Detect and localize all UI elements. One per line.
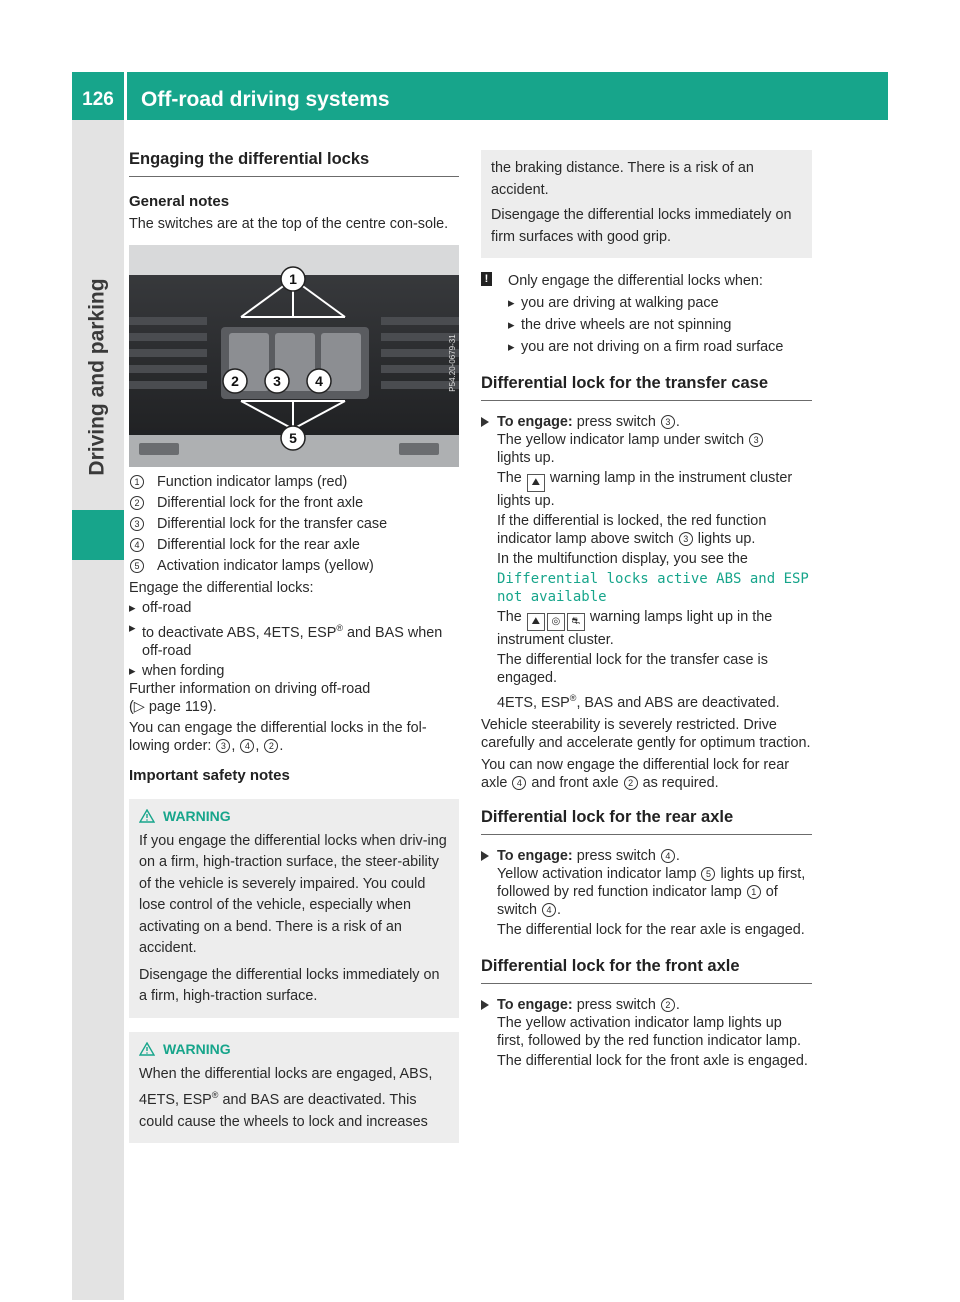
order-text: You can engage the differential locks in the fol-lowing order: 3 , 4 , 2 . — [129, 719, 427, 754]
bullet-icon: ▸ — [508, 339, 515, 354]
legend-item — [129, 536, 459, 554]
legend-item — [129, 557, 459, 575]
rear-front-note: You can now engage the differential lock for rear axle 4 and front axle 2 as required. — [481, 756, 790, 791]
step-label: To engage: — [497, 847, 573, 864]
step-text: lights up. — [497, 450, 555, 466]
warning-text-part: and BAS are deactivated. This could cause the wheels to lock and increases — [139, 1092, 428, 1130]
subheading-general: General notes — [129, 193, 230, 210]
section-tab-label: Driving and parking — [86, 278, 110, 476]
step-text: The yellow activation indicator lamp lights up first, followed by the red function indicator lamp. — [497, 1014, 801, 1049]
warning-text: When the differential locks are engaged, ABS, 4ETS, ESP® and BAS are deactivated. This could cause the wheels to lock and increases — [139, 1065, 433, 1130]
step-text: Yellow activation indicator lamp — [497, 865, 697, 882]
note-text: and front axle — [531, 774, 619, 791]
legend-text: Activation indicator lamps (yellow) — [157, 558, 374, 574]
further-ref[interactable]: (▷ page 119). — [129, 698, 217, 715]
legend-num: 5 — [130, 559, 144, 573]
list-item-text: you are driving at walking pace — [521, 295, 719, 311]
section-tab — [78, 252, 118, 502]
page-title: Off-road driving systems — [141, 88, 390, 111]
callout-2: 2 — [231, 373, 239, 389]
step-label: To engage: — [497, 996, 573, 1013]
engage-list — [129, 599, 459, 680]
step-text: 4ETS, ESP — [497, 694, 570, 711]
display-message: Differential locks active ABS and ESP not available — [497, 571, 809, 605]
list-item-text: the drive wheels are not spinning — [521, 317, 732, 333]
note-text: You can now engage the differential lock for rear axle — [481, 756, 790, 791]
bullet-icon: ▸ — [508, 317, 515, 332]
note-text: as required. — [642, 774, 719, 791]
section-heading: Engaging the differential locks — [129, 150, 459, 177]
legend-text: Function indicator lamps (red) — [157, 474, 348, 490]
legend-item — [129, 494, 459, 512]
warning-box-continued — [481, 150, 812, 258]
offroad-lamp-icon: ⛰ — [527, 474, 545, 492]
step-text: of switch — [497, 883, 778, 918]
bullet-icon: ▸ — [129, 600, 136, 615]
step-transfer: To engage: press switch 3 . The yellow indicator lamp under switch 3 lights up. The ⛰ warning lamp in the instrument cluster lights up. If the differential is locked, the red function indicator lamp above switch 3 lights up. In the multifunction display, you see the Differential locks active ABS and ESP not available The ⛰ ◎ ⛐ warning lamps light up in the instrument cluster. The differential lock for the transfer case is engaged. 4ETS, ESP®, BAS and ABS are deactivated. — [481, 413, 812, 712]
callout-3: 3 — [273, 373, 281, 389]
legend-num: 1 — [130, 475, 144, 489]
warning-text: Disengage the differential locks immediately on firm surfaces with good grip. — [491, 207, 792, 245]
general-notes-text: The switches are at the top of the centre con-sole. — [129, 216, 449, 232]
right-button — [399, 443, 439, 455]
warning-text: the braking distance. There is a risk of an accident. — [491, 160, 754, 198]
note-block — [481, 272, 812, 356]
steerability-note: Vehicle steerability is severely restricted. Drive carefully and accelerate gently for optimum traction. — [481, 716, 811, 751]
warning-header — [139, 807, 449, 825]
page-number: 126 — [82, 89, 114, 110]
list-item — [508, 338, 812, 356]
step-arrow-icon — [481, 851, 489, 861]
step-text: In the multifunction display, you see the — [497, 551, 748, 567]
legend — [129, 473, 459, 575]
callout-5: 5 — [289, 430, 297, 446]
image-code: P54.20-0679-31 — [448, 334, 457, 392]
step-text: If the differential is locked, the red function indicator lamp above switch — [497, 513, 767, 547]
warning-header — [139, 1040, 449, 1058]
callout-1: 1 — [289, 271, 297, 287]
legend-num: 3 — [130, 517, 144, 531]
list-item — [129, 662, 459, 680]
list-item-text: to deactivate ABS, 4ETS, ESP — [142, 624, 337, 641]
esp-lamp-icon: ⛐ — [567, 613, 585, 631]
page-ref-link[interactable]: page 119). — [148, 698, 217, 715]
step-text: lights up. — [697, 531, 756, 547]
legend-num: 2 — [130, 496, 144, 510]
legend-item — [129, 473, 459, 491]
warning-box-2 — [129, 1032, 459, 1143]
step-arrow-icon — [481, 1000, 489, 1010]
step-text: press switch — [576, 996, 656, 1013]
registered-mark: ® — [336, 623, 344, 633]
subheading-safety: Important safety notes — [129, 766, 290, 784]
left-column — [129, 150, 459, 1143]
warning-label: WARNING — [163, 807, 231, 824]
list-item — [129, 599, 459, 617]
note-list — [508, 294, 812, 356]
step-front: To engage: press switch 2 . The yellow activation indicator lamp lights up first, followed by the red function indicator lamp. The differential lock for the front axle is engaged. — [481, 996, 812, 1070]
warning-text: If you engage the differential locks when driv-ing on a firm, high-traction surface, the steer-ability of the vehicle is severely impaired. You could lose control of the vehicle, especially when activating on a bend. There is a risk of an accident. — [139, 832, 447, 957]
console-illustration — [129, 245, 459, 467]
step-text: The differential lock for the rear axle is engaged. — [497, 921, 805, 938]
step-arrow-icon — [481, 417, 489, 427]
bullet-icon: ▸ — [129, 662, 136, 678]
order-text-label: You can engage the differential locks in the fol-lowing order: — [129, 719, 427, 754]
legend-num: 4 — [130, 538, 144, 552]
callout-4: 4 — [315, 373, 323, 389]
list-item-text: you are not driving on a firm road surface — [521, 339, 784, 355]
step-text: The yellow indicator lamp under switch — [497, 432, 745, 448]
bullet-icon: ▸ — [508, 295, 515, 310]
list-item-text: off-road — [142, 600, 192, 616]
abs-lamp-icon: ◎ — [547, 613, 565, 631]
list-item — [508, 294, 812, 312]
list-item — [129, 619, 459, 660]
step-text: warning lamps light up in the instrument cluster. — [497, 609, 773, 648]
step-text: press switch — [576, 847, 656, 864]
legend-item — [129, 515, 459, 533]
diff-lock-switches — [229, 333, 361, 391]
step-label: To engage: — [497, 414, 573, 430]
list-item-text: and BAS when off-road — [142, 624, 443, 659]
offroad-lamp-icon: ⛰ — [527, 613, 545, 631]
section-tab-marker — [72, 510, 124, 560]
list-item — [508, 316, 812, 334]
section-heading-rear: Differential lock for the rear axle — [481, 808, 812, 835]
section-heading-front: Differential lock for the front axle — [481, 957, 812, 984]
section-heading-transfer: Differential lock for the transfer case — [481, 374, 812, 401]
legend-text: Differential lock for the transfer case — [157, 516, 388, 532]
left-button — [139, 443, 179, 455]
list-item-text: when fording — [142, 662, 225, 679]
console-photo — [129, 245, 459, 467]
right-column — [481, 150, 812, 1070]
step-text: The differential lock for the front axle is engaged. — [497, 1052, 808, 1069]
step-text: warning lamp in the instrument cluster lights up. — [497, 470, 793, 509]
warning-box-1 — [129, 799, 459, 1018]
warning-text: Disengage the differential locks immediately on a firm, high-traction surface. — [139, 966, 440, 1005]
legend-text: Differential lock for the front axle — [157, 495, 364, 511]
further-info: Further information on driving off-road — [129, 680, 371, 697]
legend-text: Differential lock for the rear axle — [157, 537, 360, 553]
step-text: , BAS and ABS are deactivated. — [576, 694, 780, 711]
bullet-icon: ▸ — [129, 620, 136, 635]
step-text: The — [497, 470, 522, 486]
step-rear: To engage: press switch 4 . Yellow activation indicator lamp 5 lights up first, followed by red function indicator lamp 1 of switch 4 . The differential lock for the rear axle is engaged. — [481, 847, 812, 939]
note-intro: Only engage the differential locks when: — [508, 273, 763, 289]
step-text: The differential lock for the transfer case is engaged. — [497, 652, 768, 686]
warning-label: WARNING — [163, 1040, 231, 1057]
header-separator — [124, 72, 127, 120]
page-ref-icon: ▷ — [133, 698, 145, 715]
step-text: lights up first, followed by red function indicator lamp — [497, 865, 806, 900]
step-text: The — [497, 609, 522, 625]
warning-triangle-icon — [139, 809, 155, 823]
warning-text-part: When the differential locks are engaged, ABS, 4ETS, ESP — [139, 1065, 433, 1109]
notice-icon: ! — [481, 272, 492, 286]
engage-intro: Engage the differential locks: — [129, 580, 314, 596]
warning-triangle-icon — [139, 1042, 155, 1056]
step-text: press switch — [576, 414, 656, 430]
